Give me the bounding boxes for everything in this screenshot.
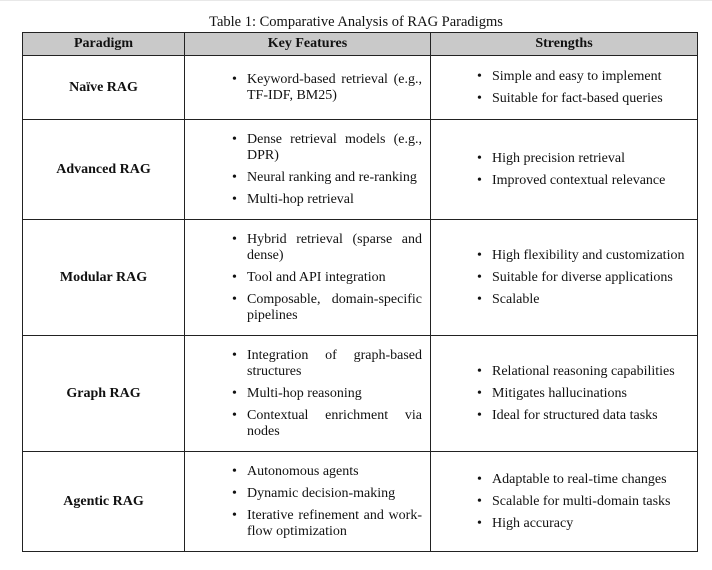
column-header-key-features: Key Features: [185, 33, 431, 56]
strength-item: • Mitigates hallucinations: [492, 386, 691, 402]
feature-item: • Composable, domain-specific pipelines: [247, 292, 422, 324]
feature-item: • Keyword-based retrieval (e.g., TF-IDF, BM25): [247, 72, 422, 104]
paradigm-cell: Agentic RAG: [23, 452, 185, 552]
paradigm-cell: Modular RAG: [23, 220, 185, 336]
strengths-list: [431, 248, 697, 308]
strength-item: • High flexibility and customization: [492, 248, 691, 264]
feature-item: • Dynamic decision-making: [247, 486, 422, 502]
feature-item: • Tool and API integration: [247, 270, 422, 286]
feature-item: • Contextual enrichment via nodes: [247, 408, 422, 440]
strength-item: • Suitable for fact-based queries: [492, 91, 691, 107]
column-header-strengths: Strengths: [431, 33, 698, 56]
strength-item: • Relational reasoning capabilities: [492, 364, 691, 380]
rag-paradigms-table: [22, 32, 698, 552]
table-row-agentic-rag: [23, 452, 698, 552]
strength-item: • Scalable for multi-domain tasks: [492, 494, 691, 510]
strength-item: • Adaptable to real-time changes: [492, 472, 691, 488]
table-caption: Table 1: Comparative Analysis of RAG Paradigms: [209, 14, 503, 30]
key-features-cell: [185, 452, 431, 552]
strength-item: • Improved contextual relevance: [492, 173, 691, 189]
feature-item: • Dense retrieval models (e.g., DPR): [247, 132, 422, 164]
strength-item: • Simple and easy to implement: [492, 69, 691, 85]
strengths-list: [431, 472, 697, 532]
features-list: [185, 232, 430, 324]
strength-item: • High precision retrieval: [492, 151, 691, 167]
key-features-cell: [185, 120, 431, 220]
strength-item: • High accuracy: [492, 516, 691, 532]
features-list: [185, 348, 430, 440]
feature-item: • Integration of graph-based structures: [247, 348, 422, 380]
strengths-list: [431, 151, 697, 189]
strengths-cell: [431, 452, 698, 552]
strength-item: • Scalable: [492, 292, 691, 308]
page-top-rule: [0, 0, 712, 1]
table-row-naive-rag: [23, 56, 698, 120]
table-header-row: [23, 33, 698, 56]
features-list: [185, 132, 430, 208]
table-row-modular-rag: [23, 220, 698, 336]
key-features-cell: [185, 220, 431, 336]
feature-item: • Multi-hop retrieval: [247, 192, 422, 208]
strength-item: • Suitable for diverse applications: [492, 270, 691, 286]
strengths-cell: [431, 336, 698, 452]
feature-item: • Autonomous agents: [247, 464, 422, 480]
strengths-cell: [431, 220, 698, 336]
paradigm-cell: Graph RAG: [23, 336, 185, 452]
strengths-cell: [431, 120, 698, 220]
key-features-cell: [185, 336, 431, 452]
features-list: [185, 72, 430, 104]
table-row-graph-rag: [23, 336, 698, 452]
strengths-list: [431, 364, 697, 424]
key-features-cell: [185, 56, 431, 120]
table-row-advanced-rag: [23, 120, 698, 220]
paradigm-cell: Advanced RAG: [23, 120, 185, 220]
features-list: [185, 464, 430, 540]
strengths-list: [431, 69, 697, 107]
strength-item: • Ideal for structured data tasks: [492, 408, 691, 424]
column-header-paradigm: Paradigm: [23, 33, 185, 56]
feature-item: • Iterative refinement and work-flow optimization: [247, 508, 422, 540]
feature-item: • Multi-hop reasoning: [247, 386, 422, 402]
paradigm-cell: Naïve RAG: [23, 56, 185, 120]
feature-item: • Neural ranking and re-ranking: [247, 170, 422, 186]
feature-item: • Hybrid retrieval (sparse and dense): [247, 232, 422, 264]
strengths-cell: [431, 56, 698, 120]
